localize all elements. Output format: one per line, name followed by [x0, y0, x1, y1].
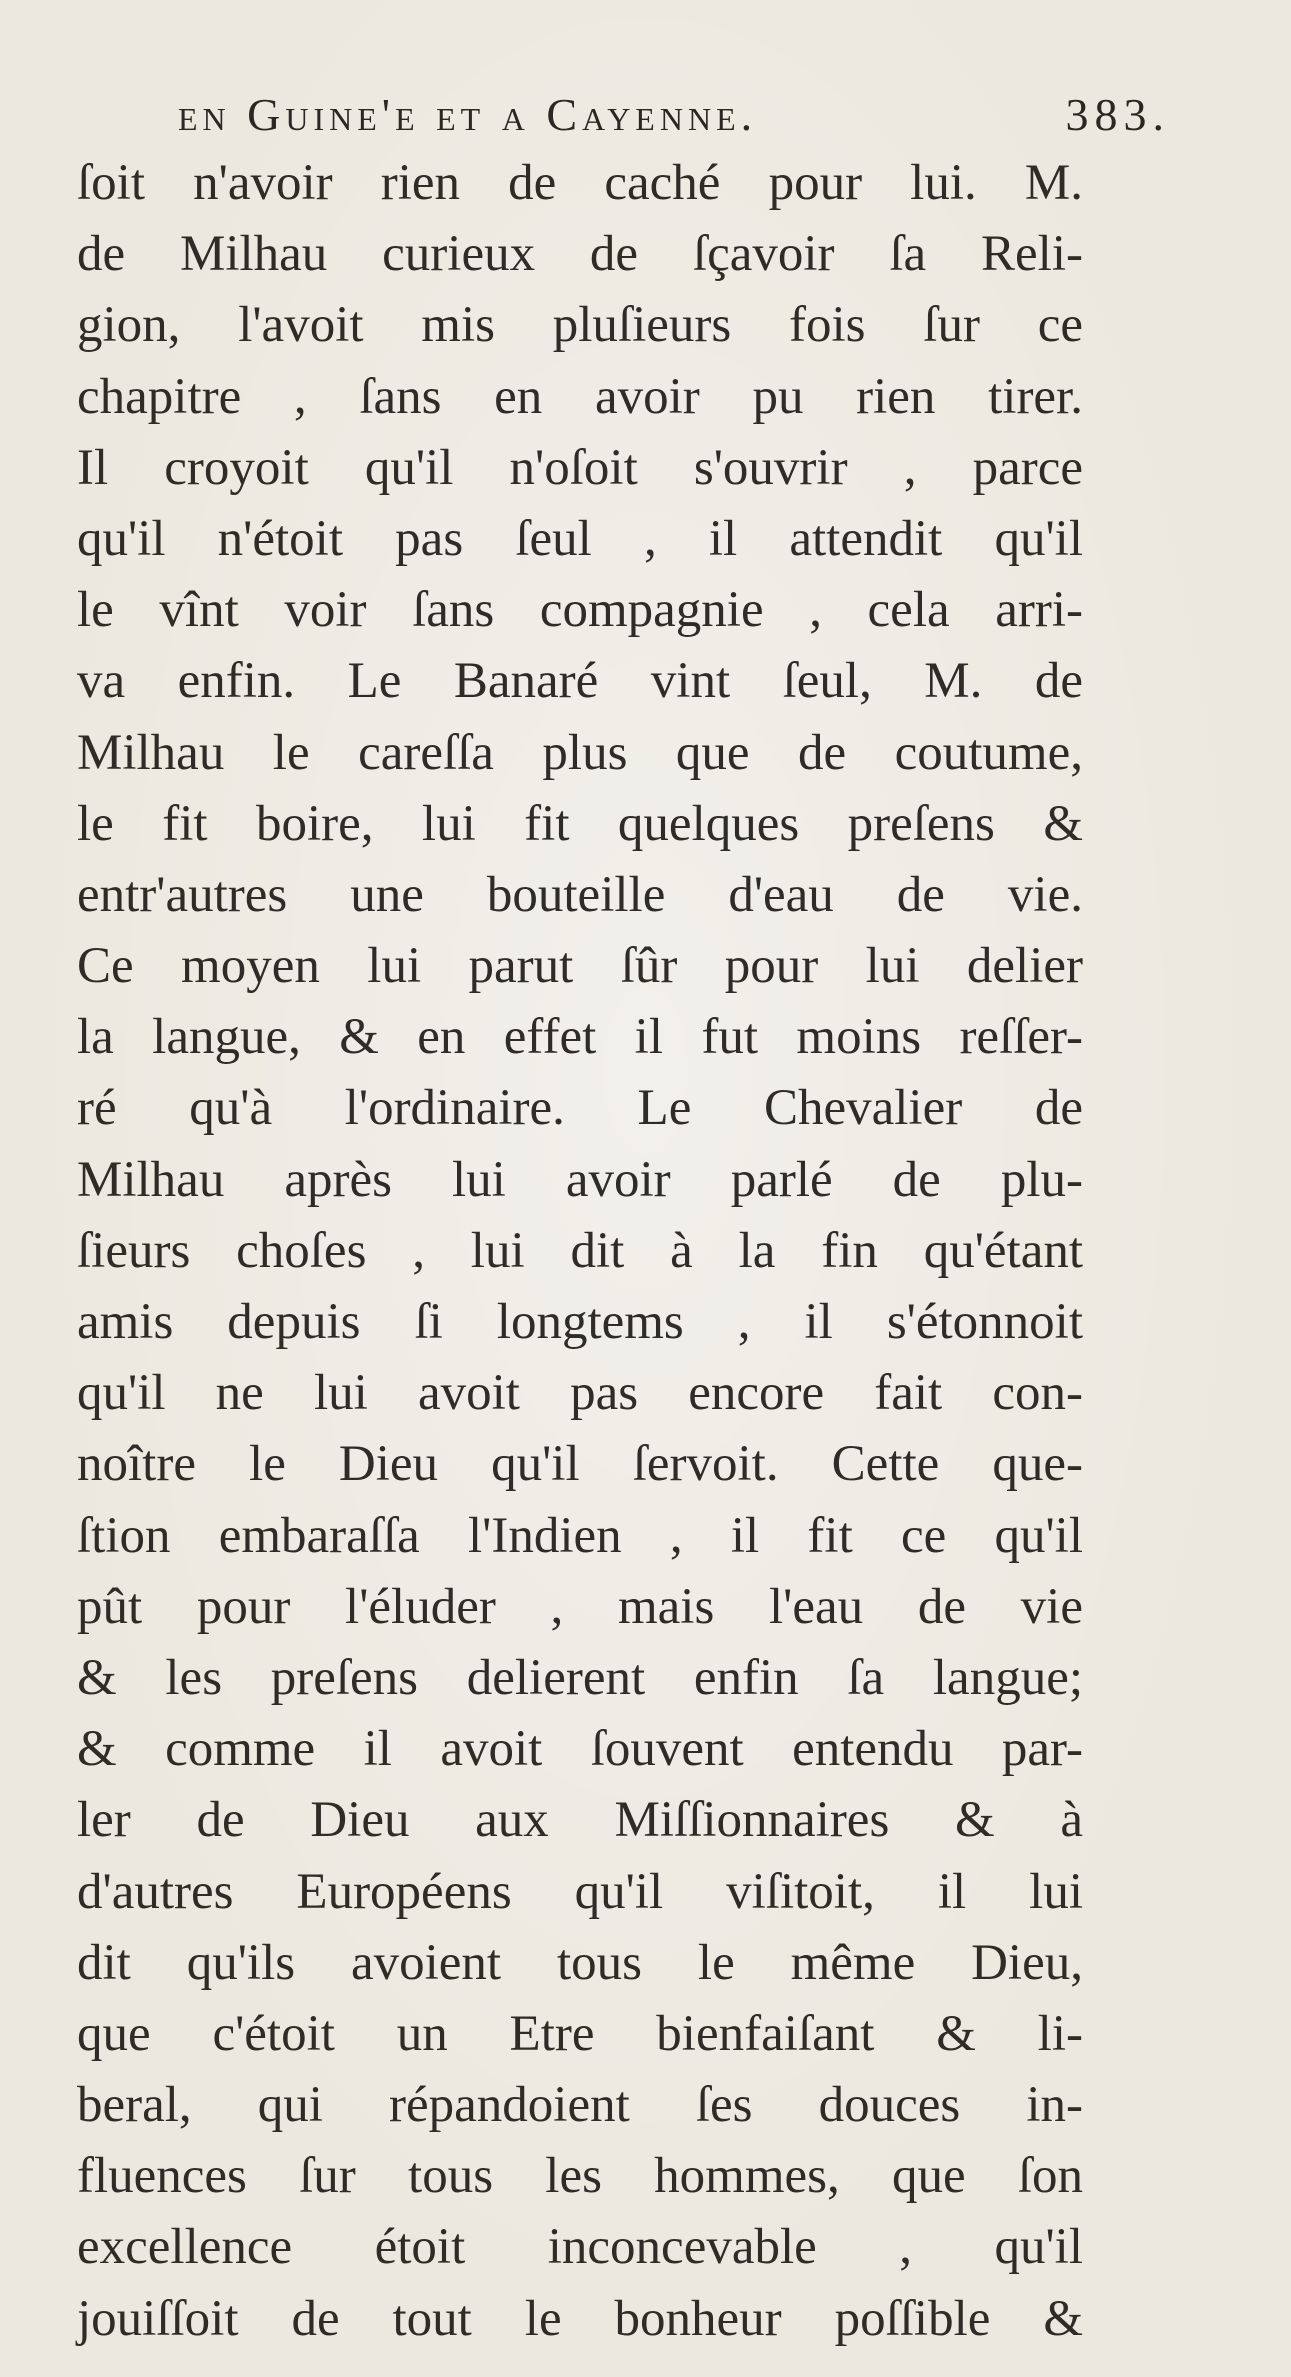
text-line: Ce moyen lui parut ſûr pour lui delier: [77, 938, 1083, 995]
text-line: la langue, & en effet il fut moins reſſer-: [77, 1009, 1083, 1066]
text-line: excellence étoit inconcevable , qu'il: [77, 2219, 1083, 2276]
text-line: ler de Dieu aux Miſſionnaires & à: [77, 1792, 1083, 1849]
text-line: beral, qui répandoient ſes douces in-: [77, 2077, 1083, 2134]
text-line: pût pour l'éluder , mais l'eau de vie: [77, 1578, 1083, 1635]
text-line: ſieurs choſes , lui dit à la fin qu'étant: [77, 1222, 1083, 1279]
body-text: [77, 148, 1083, 2355]
text-line: que c'étoit un Etre bienfaiſant & li-: [77, 2005, 1083, 2062]
text-line: ré qu'à l'ordinaire. Le Chevalier de: [77, 1080, 1083, 1137]
text-line: qu'il ne lui avoit pas encore fait con-: [77, 1365, 1083, 1422]
text-line: d'autres Européens qu'il viſitoit, il lui: [77, 1863, 1083, 1920]
text-line: ſoit n'avoir rien de caché pour lui. M.: [77, 155, 1083, 211]
text-line: Il croyoit qu'il n'oſoit s'ouvrir , parce: [77, 439, 1083, 496]
running-head-title: en Guine'e et a Cayenne.: [178, 89, 758, 140]
text-line: le fit boire, lui fit quelques preſens &: [77, 795, 1083, 852]
text-line: noître le Dieu qu'il ſervoit. Cette que-: [77, 1436, 1083, 1493]
text-line: le vînt voir ſans compagnie , cela arri-: [77, 582, 1083, 639]
text-line: ſtion embaraſſa l'Indien , il fit ce qu'il: [77, 1507, 1083, 1564]
text-line: Milhau le careſſa plus que de coutume,: [77, 724, 1083, 781]
text-line: gion, l'avoit mis pluſieurs fois ſur ce: [77, 297, 1083, 354]
text-line: amis depuis ſi longtems , il s'étonnoit: [77, 1294, 1083, 1350]
text-line: de Milhau curieux de ſçavoir ſa Reli-: [77, 226, 1083, 283]
text-line: & comme il avoit ſouvent entendu par-: [77, 1721, 1083, 1778]
text-line: & les preſens delierent enfin ſa langue;: [77, 1649, 1083, 1706]
text-line: dit qu'ils avoient tous le même Dieu,: [77, 1934, 1083, 1991]
text-line: Milhau après lui avoir parlé de plu-: [77, 1151, 1083, 1208]
page-number: 383.: [1065, 89, 1170, 140]
text-line: qu'il n'étoit pas ſeul , il attendit qu'il: [77, 510, 1083, 567]
text-line: va enfin. Le Banaré vint ſeul, M. de: [77, 653, 1083, 710]
text-line: jouiſſoit de tout le bonheur poſſible &: [77, 2290, 1083, 2347]
text-line: fluences ſur tous les hommes, que ſon: [77, 2148, 1083, 2205]
running-head: [150, 88, 1170, 148]
text-line: entr'autres une bouteille d'eau de vie.: [77, 866, 1083, 923]
text-line: chapitre , ſans en avoir pu rien tirer.: [77, 368, 1083, 425]
